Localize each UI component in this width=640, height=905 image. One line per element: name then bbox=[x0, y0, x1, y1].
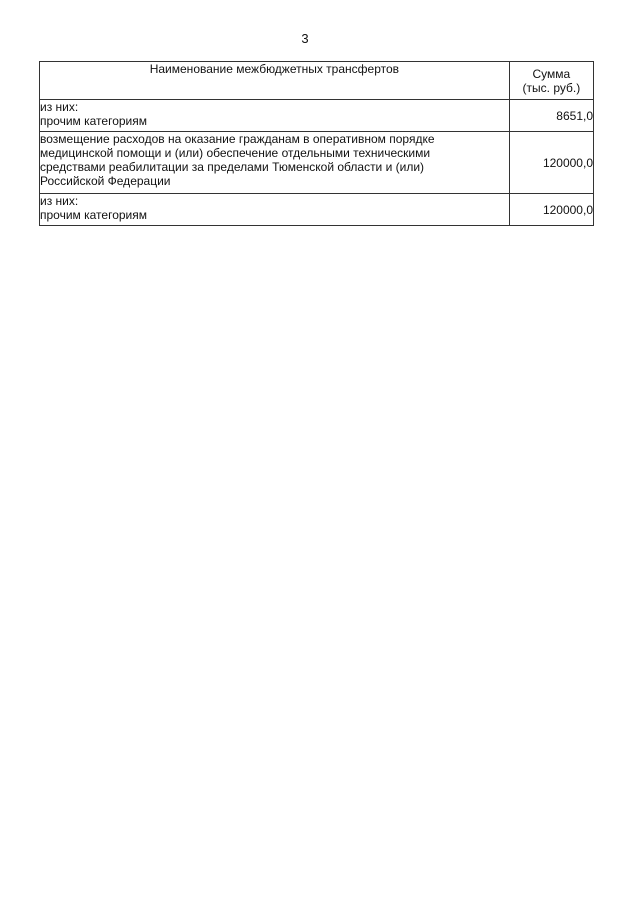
table-header-row bbox=[40, 62, 594, 100]
table-row bbox=[40, 132, 594, 194]
transfers-table bbox=[39, 61, 594, 226]
column-header-sum-line2: (тыс. руб.) bbox=[522, 80, 581, 95]
row-name-line: средствами реабилитации за пределами Тюменской области и (или) bbox=[40, 160, 425, 174]
row-amount-cell: 120000,0 bbox=[509, 194, 593, 226]
row-name-cell bbox=[40, 194, 510, 226]
row-name-line: Российской Федерации bbox=[40, 174, 171, 188]
row-amount-cell: 120000,0 bbox=[509, 132, 593, 194]
row-name-line: из них: bbox=[40, 194, 79, 208]
column-header-sum bbox=[509, 62, 593, 100]
row-name-line: прочим категориям bbox=[40, 208, 147, 222]
row-name-cell bbox=[40, 100, 510, 132]
column-header-name: Наименование межбюджетных трансфертов bbox=[40, 62, 510, 100]
row-name-line: возмещение расходов на оказание гражданам в оперативном порядке bbox=[40, 132, 435, 146]
row-name-line: прочим категориям bbox=[40, 114, 147, 128]
row-name-line: из них: bbox=[40, 100, 79, 114]
column-header-sum-line1: Сумма bbox=[532, 66, 571, 81]
table-row bbox=[40, 100, 594, 132]
table-row bbox=[40, 194, 594, 226]
row-amount-cell: 8651,0 bbox=[509, 100, 593, 132]
row-name-line: медицинской помощи и (или) обеспечение отдельными техническими bbox=[40, 146, 431, 160]
page-number: 3 bbox=[301, 31, 309, 46]
row-name-cell bbox=[40, 132, 510, 194]
